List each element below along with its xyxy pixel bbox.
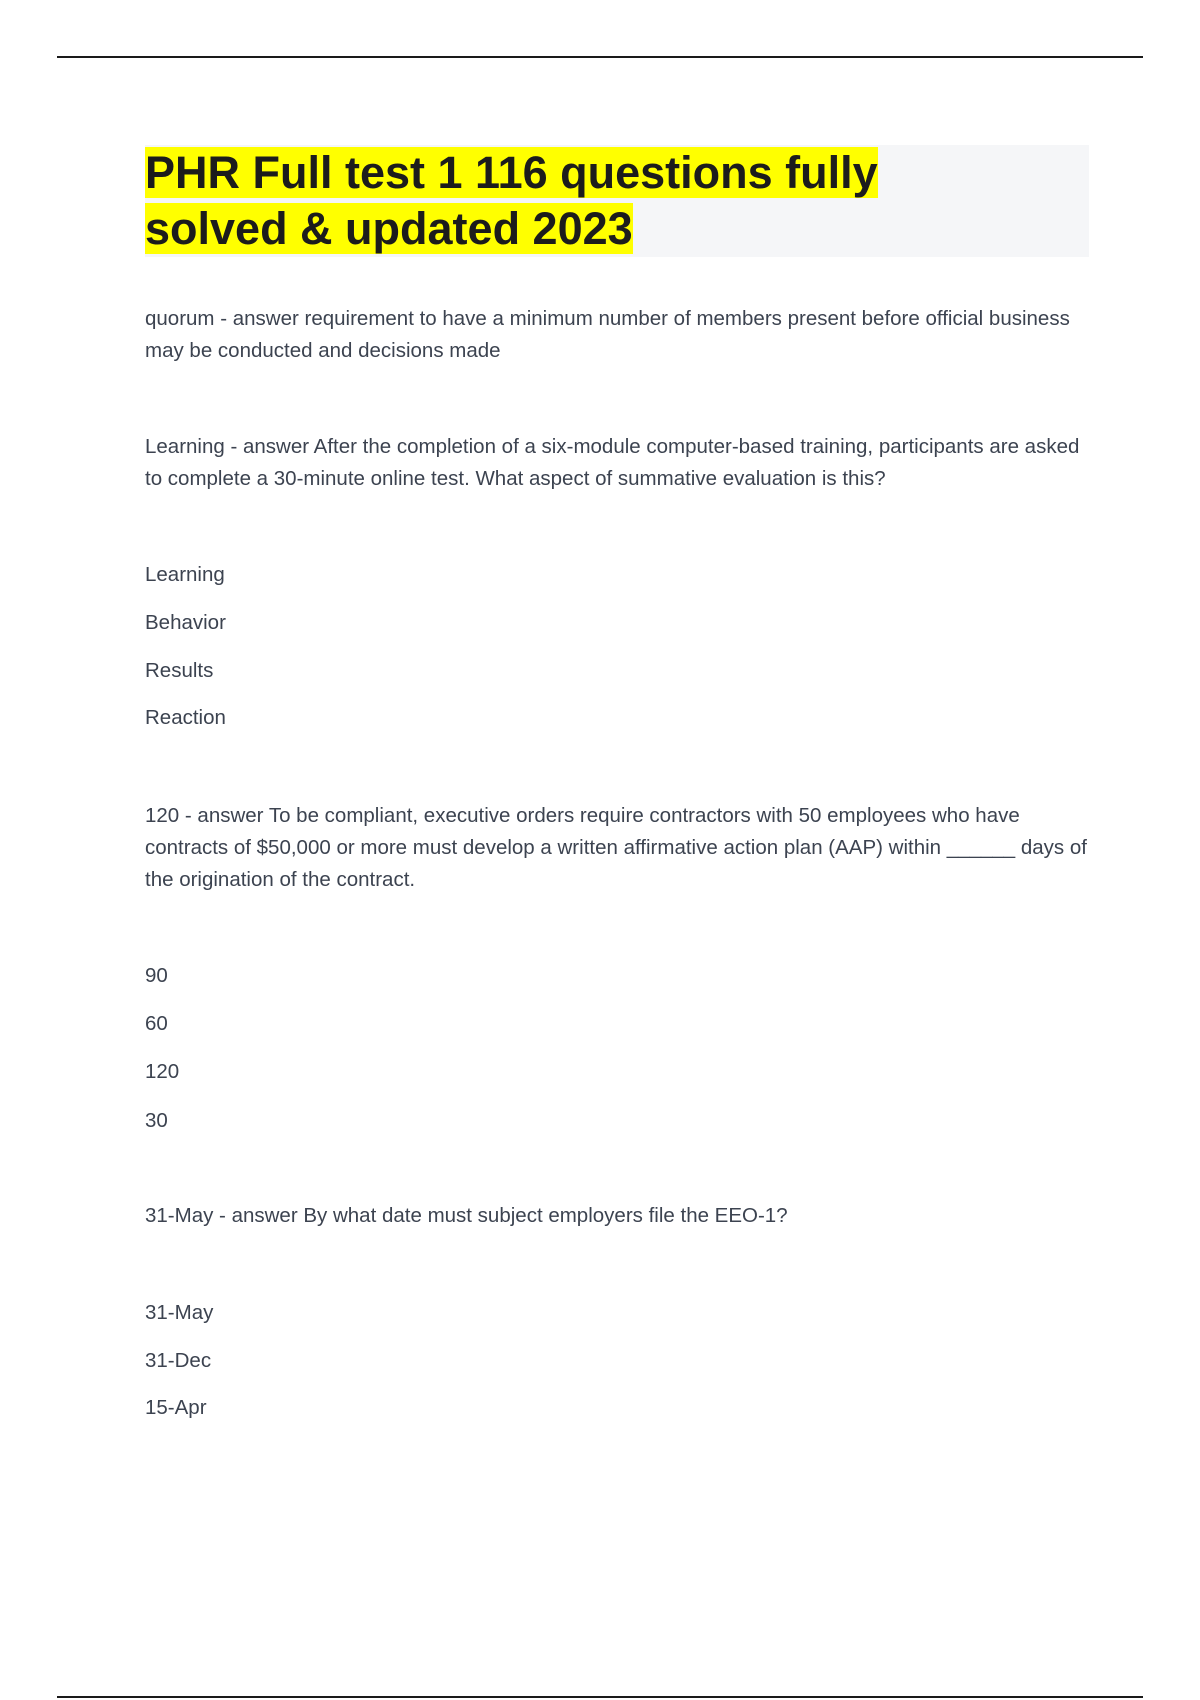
- card-3-option: 60: [145, 1012, 168, 1035]
- card-2-option: Reaction: [145, 706, 226, 729]
- card-4-text: 31-May - answer By what date must subject employers file the EEO-1?: [145, 1204, 788, 1227]
- card-2-option: Results: [145, 659, 214, 682]
- card-3-option: 30: [145, 1109, 168, 1132]
- card-3-option: 120: [145, 1060, 180, 1083]
- card-4-option: 31-May: [145, 1301, 214, 1324]
- card-4-option: 31-Dec: [145, 1349, 212, 1372]
- document-title: PHR Full test 1 116 questions fully solved & updated 2023: [145, 147, 878, 254]
- card-2-option: Learning: [145, 563, 225, 586]
- card-2-text: Learning - answer After the completion of a six-module computer-based training, participants are asked to complete a 30-minute online test. What aspect of summative evaluation is this?: [145, 435, 1080, 490]
- card-3-option: 90: [145, 964, 168, 987]
- card-3-text: 120 - answer To be compliant, executive orders require contractors with 50 employees who have contracts of $50,000 or more must develop a written affirmative action plan (AAP) within ______ days of the origination of the contract.: [145, 804, 1087, 891]
- bottom-rule: [57, 1696, 1143, 1698]
- card-4-option: 15-Apr: [145, 1396, 207, 1419]
- card-2-option: Behavior: [145, 611, 226, 634]
- card-1-text: quorum - answer requirement to have a minimum number of members present before official business may be conducted and decisions made: [145, 307, 1070, 362]
- top-rule: [57, 56, 1143, 58]
